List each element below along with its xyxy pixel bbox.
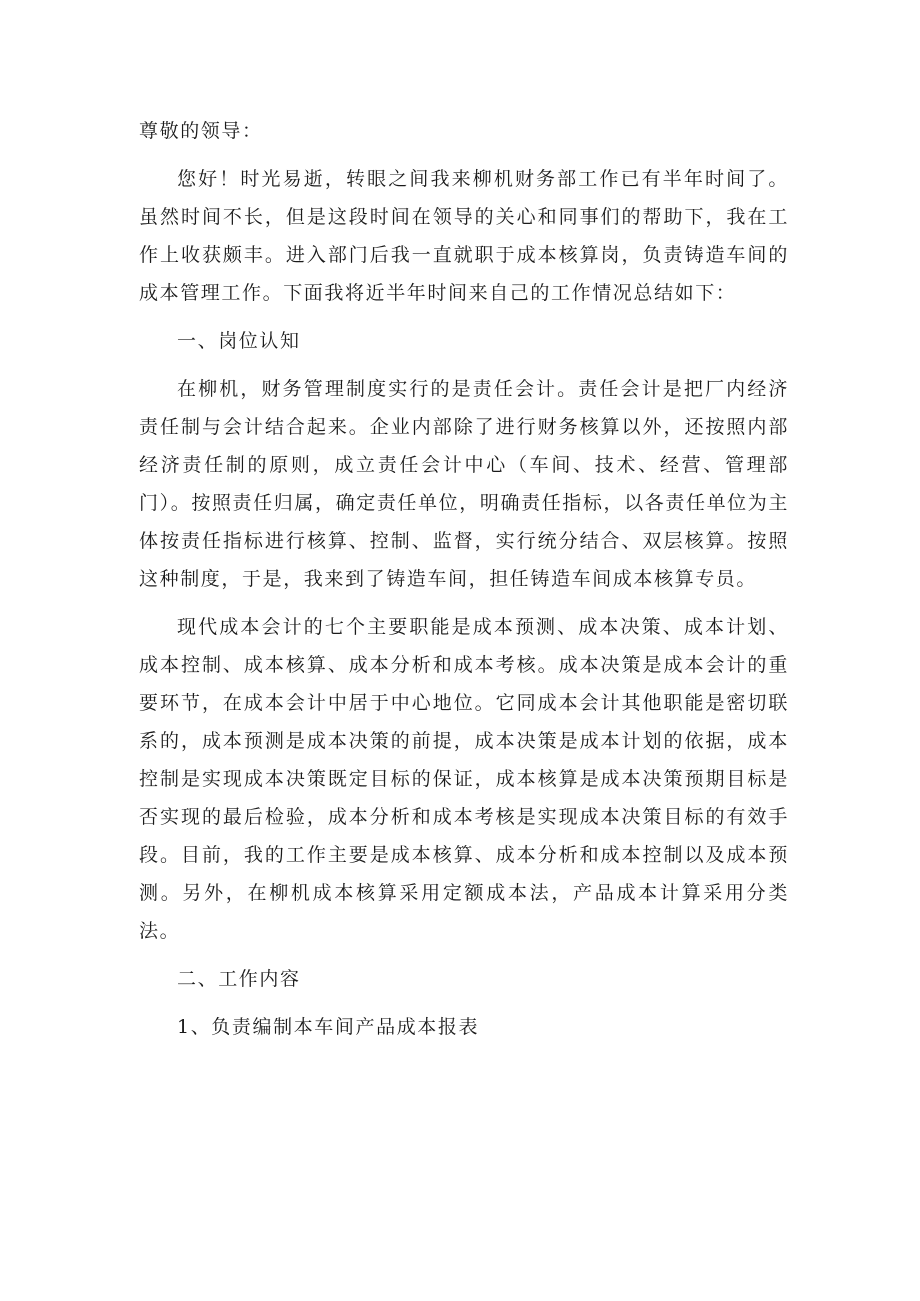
paragraph-greeting: 您好！时光易逝，转眼之间我来柳机财务部工作已有半年时间了。虽然时间不长，但是这段时间在领导的关心和同事们的帮助下，我在工作上收获颇丰。进入部门后我一直就职于成本核算岗，负责铸造车间的成本管理工作。下面我将近半年时间来自己的工作情况总结如下： (139, 168, 789, 304)
paragraph-responsibility-accounting: 在柳机，财务管理制度实行的是责任会计。责任会计是把厂内经济责任制与会计结合起来。企业内部除了进行财务核算以外，还按照内部经济责任制的原则，成立责任会计中心（车间、技术、经营、管理部门）。按照责任归属，确定责任单位，明确责任指标，以各责任单位为主体按责任指标进行核算、控制、监督，实行统分结合、双层核算。按照这种制度，于是，我来到了铸造车间，担任铸造车间成本核算专员。 (139, 378, 789, 590)
paragraph-cost-accounting-functions: 现代成本会计的七个主要职能是成本预测、成本决策、成本计划、成本控制、成本核算、成本分析和成本考核。成本决策是成本会计的重要环节，在成本会计中居于中心地位。它同成本会计其他职能是密切联系的，成本预测是成本决策的前提，成本决策是成本计划的依据，成本控制是实现成本决策既定目标的保证，成本核算是成本决策预期目标是否实现的最后检验，成本分析和成本考核是实现成本决策目标的有效手段。目前，我的工作主要是成本核算、成本分析和成本控制以及成本预测。另外，在柳机成本核算采用定额成本法，产品成本计算采用分类法。 (139, 616, 789, 942)
subsection-heading-cost-report: 1、负责编制本车间产品成本报表 (177, 1016, 480, 1038)
salutation: 尊敬的领导： (139, 120, 263, 142)
section-heading-work-content: 二、工作内容 (177, 968, 301, 990)
section-heading-job-cognition: 一、岗位认知 (177, 330, 301, 352)
document-body (139, 112, 789, 1056)
